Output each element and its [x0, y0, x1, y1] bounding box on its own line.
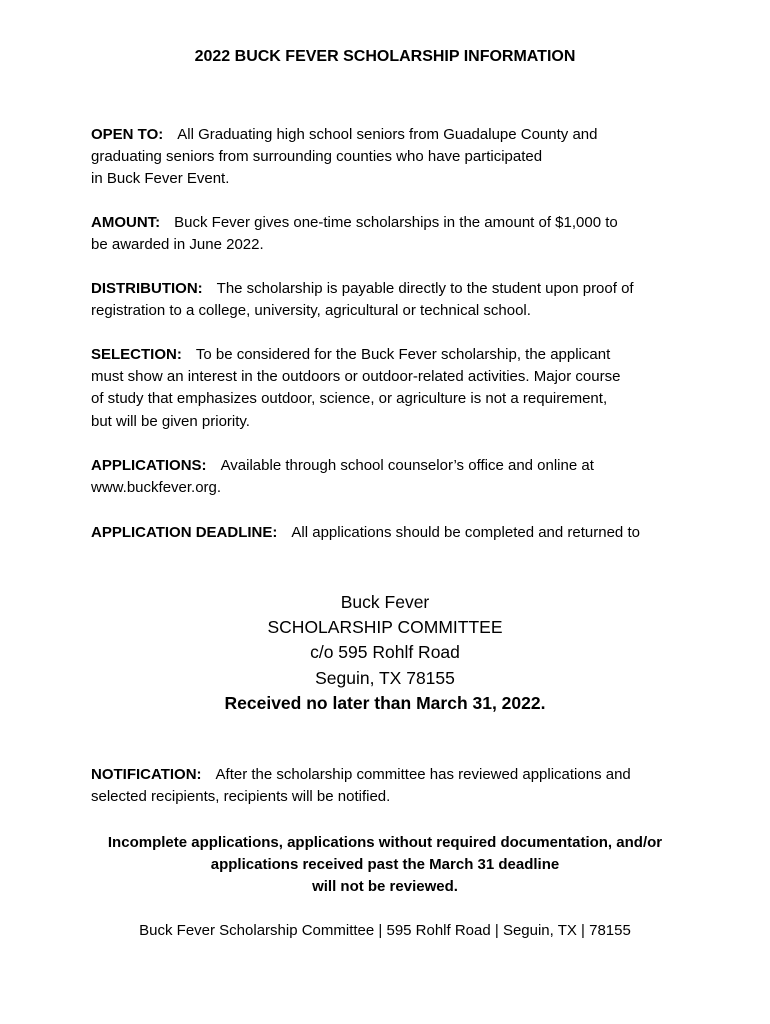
- section-text: registration to a college, university, agricultural or technical school.: [91, 302, 531, 320]
- section-label: APPLICATIONS:: [91, 457, 207, 474]
- section-text: of study that emphasizes outdoor, science, or agriculture is not a requirement,: [91, 390, 608, 408]
- address-line: Buck Fever: [340, 592, 430, 612]
- address-line: Seguin, TX 78155: [315, 667, 455, 688]
- section-open-to: [91, 124, 691, 191]
- address-line: SCHOLARSHIP COMMITTEE: [267, 617, 503, 638]
- deadline-notice: Received no later than March 31, 2022.: [224, 692, 546, 713]
- section-text: The scholarship is payable directly to the student upon proof of: [216, 280, 634, 297]
- section-text: be awarded in June 2022.: [91, 236, 264, 254]
- warning-line: applications received past the March 31 deadline: [210, 856, 560, 874]
- mailing-address: [0, 590, 770, 716]
- section-text: must show an interest in the outdoors or outdoor-related activities. Major course: [91, 368, 621, 386]
- section-applications: [91, 455, 691, 499]
- address-line: c/o 595 Rohlf Road: [310, 642, 460, 663]
- section-label: NOTIFICATION:: [91, 766, 202, 783]
- section-text: To be considered for the Buck Fever scholarship, the applicant: [195, 346, 611, 363]
- section-label: APPLICATION DEADLINE:: [91, 524, 278, 541]
- section-label: SELECTION:: [91, 346, 182, 363]
- section-distribution: [91, 278, 691, 322]
- section-text: selected recipients, recipients will be notified.: [91, 788, 391, 806]
- section-label: OPEN TO:: [91, 126, 164, 143]
- section-text: Available through school counselor’s office and online at: [220, 457, 594, 474]
- footer-contact: Buck Fever Scholarship Committee | 595 Rohlf Road | Seguin, TX | 78155: [139, 922, 631, 939]
- section-notification: [91, 764, 691, 808]
- document-title: 2022 BUCK FEVER SCHOLARSHIP INFORMATION: [194, 48, 576, 65]
- section-label: AMOUNT:: [91, 214, 161, 231]
- warning-line: Incomplete applications, applications without required documentation, and/or: [107, 834, 663, 851]
- incomplete-warning: [0, 832, 770, 899]
- section-text: but will be given priority.: [91, 412, 250, 430]
- section-amount: [91, 212, 691, 256]
- warning-line: will not be reviewed.: [312, 878, 458, 896]
- section-label: DISTRIBUTION:: [91, 280, 203, 297]
- section-text: All Graduating high school seniors from Guadalupe County and: [177, 126, 598, 143]
- section-selection: [91, 344, 691, 433]
- section-text: After the scholarship committee has reviewed applications and: [215, 766, 631, 783]
- section-text: in Buck Fever Event.: [91, 170, 230, 188]
- section-deadline: [91, 522, 691, 544]
- section-text: graduating seniors from surrounding counties who have participated: [91, 148, 543, 166]
- section-text: All applications should be completed and returned to: [291, 524, 640, 541]
- website-link: www.buckfever.org.: [91, 479, 222, 497]
- section-text: Buck Fever gives one-time scholarships in the amount of $1,000 to: [174, 214, 618, 231]
